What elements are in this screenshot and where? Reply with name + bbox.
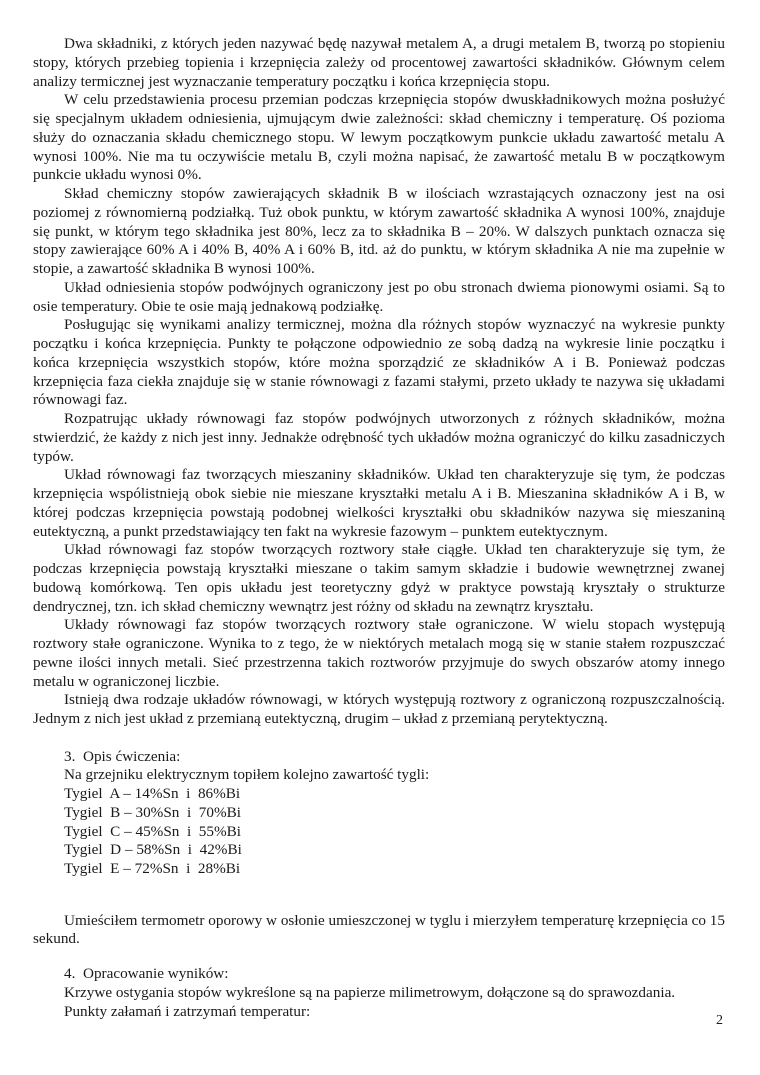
paragraph-intro: Dwa składniki, z których jeden nazywać będę nazywał metalem A, a drugi metalem B, tworzą po stopieniu stopy, których przebieg topienia i krzepnięcia zależy od procentowej zawartości składników. Głównym celem analizy termicznej jest wyznaczanie temperatury początku i końca krzepnięcia stopu.: [33, 35, 725, 90]
paragraph-mixtures: Układ równowagi faz tworzących mieszaniny składników. Układ ten charakteryzuje się tym, że podczas krzepnięcia wspólistnieją obok siebie nie mieszane kryształki metalu A i B. Mieszanina składników A i B, w której podczas krzepnięcia powstają podobnej wielkości kryształki obu składników nazywa się mieszaniną eutektyczną, a punkt przedstawiający ten fakt na wykresie fazowym – punktem eutektycznym.: [33, 466, 725, 540]
paragraph-thermometer: Umieściłem termometr oporowy w osłonie umieszczonej w tyglu i mierzyłem temperaturę krzepnięcia co 15 sekund.: [33, 911, 725, 948]
crucible-list-item: Tygiel C – 45%Sn i 55%Bi: [64, 822, 241, 840]
paragraph-limited-solutions: Układy równowagi faz stopów tworzących roztwory stałe ograniczone. W wielu stopach występują roztwory stałe ograniczone. Wynika to z tego, że w niektórych metalach mogą się w stanie stałem rozpuszczać pewne ilości innych metali. Sieć przestrzenna takich roztworów przyjmuje do swych obszarów atomy innego metalu w ograniczonej liczbie.: [33, 616, 725, 690]
paragraph-temperature-axes: Układ odniesienia stopów podwójnych ograniczony jest po obu stronach dwiema pionowymi osiami. Są to osie temperatury. Obie te osie mają jednakową podziałkę.: [33, 278, 725, 315]
paragraph-reference-system: W celu przedstawienia procesu przemian podczas krzepnięcia stopów dwuskładnikowych można posłużyć się specjalnym układem odniesienia, ujmującym dwie zależności: skład chemiczny i temperaturę. Oś pozioma służy do oznaczania składu chemicznego stopu. W lewym początkowym punkcie układu zawartość metalu A wynosi 100%. Nie ma tu oczywiście metalu B, czyli można napisać, że zawartość metalu B w początkowym punkcie układu wynosi 0%.: [33, 91, 725, 184]
document-page: [33, 35, 725, 1021]
section-4-line: Krzywe ostygania stopów wykreślone są na papierze milimetrowym, dołączone są do sprawozdania.: [64, 983, 676, 1001]
crucible-list-item: Tygiel A – 14%Sn i 86%Bi: [64, 785, 241, 802]
section-results: [33, 965, 725, 1021]
paragraph-continuous-solutions: Układ równowagi faz stopów tworzących roztwory stałe ciągłe. Układ ten charakteryzuje się tym, że podczas krzepnięcia powstają kryształki mieszane o takim samym składzie i budowie wewnętrznej zwanej budową komórkową. Ten opis układu jest teoretyczny gdyż w praktyce powstają kryształy o strukturze dendrycznej, tzn. ich skład chemiczny wewnątrz jest różny od składu na zewnątrz kryształu.: [33, 541, 725, 615]
crucible-list-item: Tygiel D – 58%Sn i 42%Bi: [64, 841, 242, 859]
section-exercise-description: [33, 748, 725, 879]
spacer: [33, 879, 725, 898]
crucible-list-item: Tygiel B – 30%Sn i 70%Bi: [64, 803, 241, 821]
section-3-title: 3. Opis ćwiczenia:: [64, 747, 181, 765]
crucible-list-item: Tygiel E – 72%Sn i 28%Bi: [64, 860, 241, 877]
section-4-line: Punkty załamań i zatrzymań temperatur:: [64, 1002, 311, 1020]
paragraph-thermal-analysis: Posługując się wynikami analizy termicznej, można dla różnych stopów wyznaczyć na wykresie punkty początku i końca krzepnięcia. Punkty te połączone odpowiednio ze sobą dadzą na wykresie linie początku i końca krzepnięcia wszystkich stopów, które można sporządzić ze składników A i B. Ponieważ podczas krzepnięcia faza ciekła znajduje się w stanie równowagi z fazami stałymi, przeto układy te nazywa się układami równowagi faz.: [33, 316, 725, 409]
section-4-title: 4. Opracowanie wyników:: [64, 965, 229, 982]
paragraph-chemical-composition: Skład chemiczny stopów zawierających składnik B w ilościach wzrastających oznaczony jest na osi poziomej z równomierną podziałką. Tuż obok punktu, w którym zawartość składnika A wynosi 100%, znajduje się punkt, w którym tego składnika jest 80%, lecz za to składnika B – 20%. W dalszych punktach oznacza się stopy zawierające 60% A i 40% B, 40% A i 60% B, itd. aż do punktu, w którym składnika A nie ma zupełnie w stopie, a zawartość składnika B wynosi 100%.: [33, 185, 725, 277]
paragraph-two-types: Istnieją dwa rodzaje układów równowagi, w których występują roztwory z ograniczoną rozpuszczalnością. Jednym z nich jest układ z przemianą eutektyczną, drugim – układ z przemianą perytektyczną.: [33, 691, 725, 727]
section-3-intro: Na grzejniku elektrycznym topiłem kolejno zawartość tygli:: [64, 766, 430, 784]
paragraph-phase-systems: Rozpatrując układy równowagi faz stopów podwójnych utworzonych z różnych składników, można stwierdzić, że każdy z nich jest inny. Jednakże odrębność tych układów można ograniczyć do kilku zasadniczych typów.: [33, 410, 725, 465]
page-number: 2: [716, 1013, 723, 1028]
